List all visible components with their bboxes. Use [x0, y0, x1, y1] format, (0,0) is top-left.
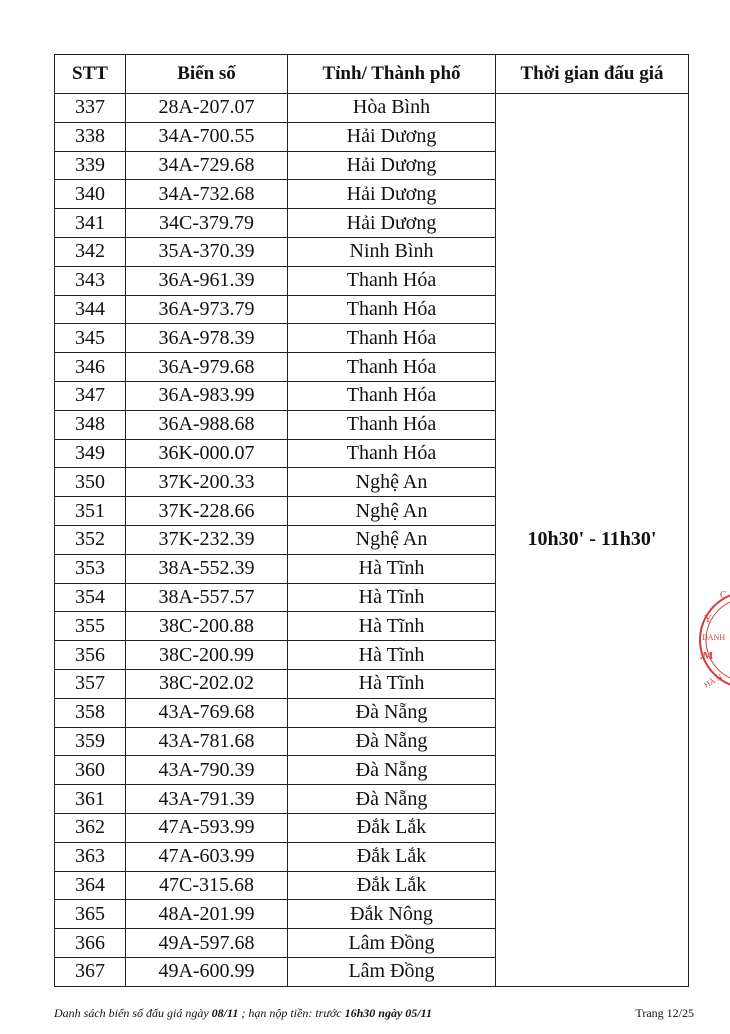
- row-stt: 358: [55, 698, 126, 727]
- row-province: Thanh Hóa: [288, 410, 496, 439]
- footer-caption: Danh sách biển số đấu giá ngày 08/11 ; hạn nộp tiền: trước 16h30 ngày 05/11: [54, 1006, 432, 1020]
- row-stt: 352: [55, 525, 126, 554]
- row-plate: 38C-200.99: [126, 641, 288, 670]
- row-stt: 345: [55, 324, 126, 353]
- row-plate: 36A-983.99: [126, 381, 288, 410]
- page-number: Trang 12/25: [635, 1006, 694, 1020]
- row-plate: 49A-597.68: [126, 929, 288, 958]
- row-stt: 344: [55, 295, 126, 324]
- row-stt: 339: [55, 151, 126, 180]
- row-province: Ninh Bình: [288, 237, 496, 266]
- row-province: Thanh Hóa: [288, 381, 496, 410]
- row-stt: 356: [55, 641, 126, 670]
- row-province: Nghệ An: [288, 468, 496, 497]
- row-province: Đà Nẵng: [288, 785, 496, 814]
- row-plate: 47A-603.99: [126, 842, 288, 871]
- svg-text:Y: Y: [704, 613, 712, 625]
- row-province: Hải Dương: [288, 122, 496, 151]
- row-plate: 35A-370.39: [126, 237, 288, 266]
- row-stt: 342: [55, 237, 126, 266]
- row-plate: 43A-769.68: [126, 698, 288, 727]
- row-stt: 340: [55, 180, 126, 209]
- footer-deadline: 16h30 ngày 05/11: [344, 1006, 432, 1020]
- row-province: Thanh Hóa: [288, 266, 496, 295]
- row-plate: 34C-379.79: [126, 209, 288, 238]
- row-province: Hà Tĩnh: [288, 583, 496, 612]
- auction-table-container: [54, 54, 688, 987]
- row-plate: 38A-557.57: [126, 583, 288, 612]
- header-plate: Biển số: [126, 55, 288, 94]
- row-plate: 37K-228.66: [126, 497, 288, 526]
- row-province: Thanh Hóa: [288, 439, 496, 468]
- row-stt: 350: [55, 468, 126, 497]
- header-stt: STT: [55, 55, 126, 94]
- row-stt: 341: [55, 209, 126, 238]
- row-province: Hà Tĩnh: [288, 612, 496, 641]
- svg-text:.M: .M: [700, 650, 714, 662]
- svg-text:HÀ N: HÀ N: [702, 672, 724, 690]
- row-plate: 49A-600.99: [126, 957, 288, 986]
- row-province: Hải Dương: [288, 151, 496, 180]
- row-stt: 365: [55, 900, 126, 929]
- row-province: Đà Nẵng: [288, 727, 496, 756]
- row-province: Hải Dương: [288, 180, 496, 209]
- row-plate: 47C-315.68: [126, 871, 288, 900]
- row-plate: 36A-973.79: [126, 295, 288, 324]
- row-stt: 367: [55, 957, 126, 986]
- page-footer: [54, 1006, 694, 1021]
- row-province: Thanh Hóa: [288, 324, 496, 353]
- row-stt: 348: [55, 410, 126, 439]
- row-province: Hà Tĩnh: [288, 641, 496, 670]
- row-plate: 43A-790.39: [126, 756, 288, 785]
- row-plate: 34A-729.68: [126, 151, 288, 180]
- row-province: Lâm Đồng: [288, 957, 496, 986]
- header-time: Thời gian đấu giá: [496, 55, 689, 94]
- row-stt: 351: [55, 497, 126, 526]
- row-plate: 38C-200.88: [126, 612, 288, 641]
- row-province: Thanh Hóa: [288, 353, 496, 382]
- row-stt: 338: [55, 122, 126, 151]
- auction-time-slot: 10h30' - 11h30': [496, 94, 689, 987]
- license-plate-table: [54, 54, 689, 987]
- row-stt: 354: [55, 583, 126, 612]
- row-province: Hà Tĩnh: [288, 669, 496, 698]
- row-plate: 43A-781.68: [126, 727, 288, 756]
- row-stt: 347: [55, 381, 126, 410]
- footer-date: 08/11: [211, 1006, 239, 1020]
- row-stt: 343: [55, 266, 126, 295]
- row-stt: 360: [55, 756, 126, 785]
- row-province: Thanh Hóa: [288, 295, 496, 324]
- row-stt: 353: [55, 554, 126, 583]
- svg-text:C: C: [720, 590, 727, 601]
- row-province: Hòa Bình: [288, 94, 496, 123]
- row-plate: 47A-593.99: [126, 813, 288, 842]
- row-stt: 363: [55, 842, 126, 871]
- table-row: [55, 94, 689, 123]
- row-plate: 36A-979.68: [126, 353, 288, 382]
- row-plate: 37K-200.33: [126, 468, 288, 497]
- header-province: Tỉnh/ Thành phố: [288, 55, 496, 94]
- row-plate: 36A-978.39: [126, 324, 288, 353]
- row-plate: 38C-202.02: [126, 669, 288, 698]
- row-stt: 357: [55, 669, 126, 698]
- row-stt: 361: [55, 785, 126, 814]
- row-stt: 366: [55, 929, 126, 958]
- row-plate: 48A-201.99: [126, 900, 288, 929]
- row-province: Hải Dương: [288, 209, 496, 238]
- row-plate: 37K-232.39: [126, 525, 288, 554]
- row-province: Đà Nẵng: [288, 756, 496, 785]
- row-stt: 337: [55, 94, 126, 123]
- row-plate: 34A-700.55: [126, 122, 288, 151]
- row-province: Nghệ An: [288, 525, 496, 554]
- table-header-row: [55, 55, 689, 94]
- row-plate: 38A-552.39: [126, 554, 288, 583]
- row-province: Đắk Lắk: [288, 871, 496, 900]
- row-plate: 36A-988.68: [126, 410, 288, 439]
- row-stt: 364: [55, 871, 126, 900]
- row-stt: 359: [55, 727, 126, 756]
- row-plate: 36K-000.07: [126, 439, 288, 468]
- row-province: Đà Nẵng: [288, 698, 496, 727]
- row-province: Đắk Lắk: [288, 813, 496, 842]
- svg-text:DANH: DANH: [702, 633, 726, 642]
- red-seal-stamp: [690, 570, 730, 710]
- table-body: [55, 94, 689, 987]
- row-plate: 36A-961.39: [126, 266, 288, 295]
- row-province: Lâm Đồng: [288, 929, 496, 958]
- row-stt: 355: [55, 612, 126, 641]
- row-province: Đắk Nông: [288, 900, 496, 929]
- row-stt: 346: [55, 353, 126, 382]
- row-province: Đắk Lắk: [288, 842, 496, 871]
- row-plate: 34A-732.68: [126, 180, 288, 209]
- row-province: Nghệ An: [288, 497, 496, 526]
- row-plate: 28A-207.07: [126, 94, 288, 123]
- row-stt: 349: [55, 439, 126, 468]
- row-stt: 362: [55, 813, 126, 842]
- row-plate: 43A-791.39: [126, 785, 288, 814]
- row-province: Hà Tĩnh: [288, 554, 496, 583]
